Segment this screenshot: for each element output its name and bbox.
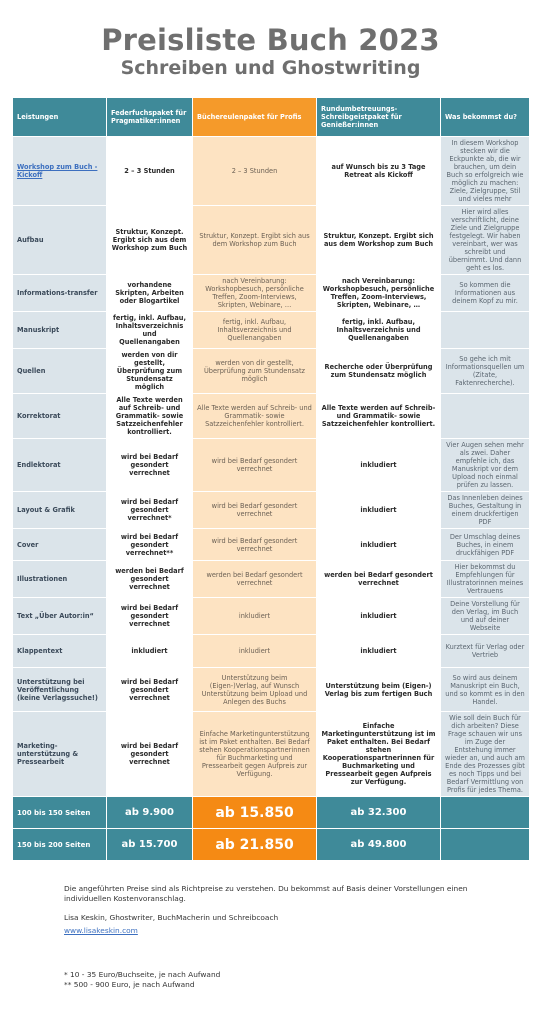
price-package-1: ab 9.900 [107, 797, 193, 829]
package-1-cell: Struktur, Konzept. Ergibt sich aus dem Workshop zum Buch [107, 206, 193, 275]
footnote-1: * 10 - 35 Euro/Buchseite, je nach Aufwand [64, 970, 221, 979]
package-2-cell: Struktur, Konzept. Ergibt sich aus dem Workshop zum Buch [193, 206, 317, 275]
package-3-cell: Einfache Marketingunterstützung ist im Paket enthalten. Bei Bedarf stehen Kooperationspartnerinnen für Buchmarketing und Pressearbeit gegen Aufpreis zur Verfügung. [317, 712, 441, 797]
table-row [13, 137, 530, 206]
description-cell: Hier bekommst du Empfehlungen für Illustratorinnen meines Vertrauens [441, 561, 530, 598]
description-cell: In diesem Workshop stecken wir die Eckpunkte ab, die wir brauchen, um dein Buch so erfolgreich wie möglich zu machen: Ziele, Zielgruppe, Stil und vieles mehr [441, 137, 530, 206]
package-3-cell: werden bei Bedarf gesondert verrechnet [317, 561, 441, 598]
price-empty [441, 797, 530, 829]
package-3-cell: auf Wunsch bis zu 3 Tage Retreat als Kickoff [317, 137, 441, 206]
service-label: Informations-transfer [13, 275, 107, 312]
table-row [13, 635, 530, 668]
description-cell: Wie soll dein Buch für dich arbeiten? Diese Frage schauen wir uns im Zuge der Entstehung immer wieder an, und auch am Ende des Prozesses gibt es noch Tipps und bei Bedarf Vermittlung von Profis für jedes Thema. [441, 712, 530, 797]
package-3-cell: inkludiert [317, 635, 441, 668]
header-package-3: Rundumbetreuungs-Schreibgeistpaket für Genießer:innen [317, 98, 441, 137]
table-row [13, 712, 530, 797]
description-cell: So wird aus deinem Manuskript ein Buch, und so kommt es in den Handel. [441, 668, 530, 712]
price-package-2: ab 21.850 [193, 829, 317, 861]
package-3-cell: Recherche oder Überprüfung zum Stundensatz möglich [317, 349, 441, 394]
package-3-cell: inkludiert [317, 439, 441, 492]
header-services: Leistungen [13, 98, 107, 137]
package-2-cell: wird bei Bedarf gesondert verrechnet [193, 529, 317, 561]
description-cell: Kurztext für Verlag oder Vertrieb [441, 635, 530, 668]
price-package-2: ab 15.850 [193, 797, 317, 829]
service-label: Korrektorat [13, 394, 107, 439]
footer-author: Lisa Keskin, Ghostwriter, BuchMacherin und Schreibcoach [64, 913, 279, 922]
package-1-cell: 2 – 3 Stunden [107, 137, 193, 206]
service-label: Unterstützung bei Veröffentlichung (keine Verlagssuche!) [13, 668, 107, 712]
website-link[interactable]: www.lisakeskin.com [64, 926, 138, 935]
table-row [13, 312, 530, 349]
service-label: Marketing-unterstützung & Pressearbeit [13, 712, 107, 797]
price-row [13, 797, 530, 829]
title-block [0, 0, 541, 80]
header-package-1: Federfuchspaket für Pragmatiker:innen [107, 98, 193, 137]
table-row [13, 598, 530, 635]
page-title: Preisliste Buch 2023 [101, 23, 440, 57]
package-3-cell: inkludiert [317, 598, 441, 635]
table-row [13, 668, 530, 712]
service-label: Illustrationen [13, 561, 107, 598]
package-1-cell: inkludiert [107, 635, 193, 668]
header-what-you-get: Was bekommst du? [441, 98, 530, 137]
price-table [12, 97, 530, 861]
package-1-cell: wird bei Bedarf gesondert verrechnet [107, 439, 193, 492]
package-1-cell: werden von dir gestellt, Überprüfung zum Stundensatz möglich [107, 349, 193, 394]
workshop-link[interactable]: Workshop zum Buch - Kickoff [17, 163, 98, 179]
package-3-cell: inkludiert [317, 529, 441, 561]
description-cell: So gehe ich mit Informationsquellen um (Zitate, Faktenrecherche). [441, 349, 530, 394]
package-2-cell: Einfache Marketingunterstützung ist im Paket enthalten. Bei Bedarf stehen Kooperationspartnerinnen für Buchmarketing und Pressearbeit gegen Aufpreis zur Verfügung. [193, 712, 317, 797]
description-cell: Hier wird alles verschriftlicht, deine Ziele und Zielgruppe festgelegt. Wir haben vereinbart, wer was schreibt und übernimmt. Und dann geht es los. [441, 206, 530, 275]
service-label: Cover [13, 529, 107, 561]
service-label: Quellen [13, 349, 107, 394]
page-subtitle: Schreiben und Ghostwriting [120, 57, 421, 79]
package-1-cell: Alle Texte werden auf Schreib- und Grammatik- sowie Satzzeichenfehler kontrolliert. [107, 394, 193, 439]
package-1-cell: wird bei Bedarf gesondert verrechnet [107, 668, 193, 712]
description-cell [441, 394, 530, 439]
table-row [13, 439, 530, 492]
service-label: Layout & Grafik [13, 492, 107, 529]
package-2-cell: 2 – 3 Stunden [193, 137, 317, 206]
package-2-cell: Alle Texte werden auf Schreib- und Grammatik- sowie Satzzeichenfehler kontrolliert. [193, 394, 317, 439]
table-row [13, 275, 530, 312]
package-1-cell: werden bei Bedarf gesondert verrechnet [107, 561, 193, 598]
service-label [13, 137, 107, 206]
package-1-cell: vorhandene Skripten, Arbeiten oder Blogartikel [107, 275, 193, 312]
description-cell: So kommen die Informationen aus deinem Kopf zu mir. [441, 275, 530, 312]
package-2-cell: nach Vereinbarung: Workshopbesuch, persönliche Treffen, Zoom-Interviews, Skripten, Webinare, … [193, 275, 317, 312]
package-2-cell: wird bei Bedarf gesondert verrechnet [193, 439, 317, 492]
package-1-cell: wird bei Bedarf gesondert verrechnet [107, 712, 193, 797]
price-package-1: ab 15.700 [107, 829, 193, 861]
price-empty [441, 829, 530, 861]
description-cell: Das Innenleben deines Buches, Gestaltung in einem druckfertigen PDF [441, 492, 530, 529]
description-cell: Vier Augen sehen mehr als zwei. Daher empfehle ich, das Manuskript vor dem Upload noch einmal prüfen zu lassen. [441, 439, 530, 492]
package-1-cell: wird bei Bedarf gesondert verrechnet* [107, 492, 193, 529]
package-2-cell: werden bei Bedarf gesondert verrechnet [193, 561, 317, 598]
price-row [13, 829, 530, 861]
package-2-cell: inkludiert [193, 635, 317, 668]
description-cell: Deine Vorstellung für den Verlag, im Buch und auf deiner Webseite [441, 598, 530, 635]
package-3-cell: Struktur, Konzept. Ergibt sich aus dem Workshop zum Buch [317, 206, 441, 275]
package-2-cell: fertig, inkl. Aufbau, Inhaltsverzeichnis und Quellenangaben [193, 312, 317, 349]
service-label: Endlektorat [13, 439, 107, 492]
package-3-cell: fertig, inkl. Aufbau, Inhaltsverzeichnis und Quellenangaben [317, 312, 441, 349]
description-cell: Der Umschlag deines Buches, in einem druckfähigen PDF [441, 529, 530, 561]
price-package-3: ab 49.800 [317, 829, 441, 861]
footnote-2: ** 500 - 900 Euro, je nach Aufwand [64, 980, 195, 989]
package-1-cell: fertig, inkl. Aufbau, Inhaltsverzeichnis und Quellenangaben [107, 312, 193, 349]
package-3-cell: nach Vereinbarung: Workshopbesuch, persönliche Treffen, Zoom-Interviews, Skripten, Webinare, … [317, 275, 441, 312]
package-2-cell: inkludiert [193, 598, 317, 635]
table-row [13, 206, 530, 275]
price-package-3: ab 32.300 [317, 797, 441, 829]
price-label: 150 bis 200 Seiten [13, 829, 107, 861]
package-1-cell: wird bei Bedarf gesondert verrechnet** [107, 529, 193, 561]
table-row [13, 561, 530, 598]
price-label: 100 bis 150 Seiten [13, 797, 107, 829]
package-2-cell: Unterstützung beim (Eigen-)Verlag, auf Wunsch Unterstützung beim Upload und Anlegen des Buchs [193, 668, 317, 712]
table-row [13, 529, 530, 561]
package-2-cell: werden von dir gestellt, Überprüfung zum Stundensatz möglich [193, 349, 317, 394]
header-row [13, 98, 530, 137]
package-1-cell: wird bei Bedarf gesondert verrechnet [107, 598, 193, 635]
table-row [13, 394, 530, 439]
footer-note: Die angeführten Preise sind als Richtpreise zu verstehen. Du bekommst auf Basis deiner Vorstellungen einen individuellen Kostenvoranschlag. [64, 884, 468, 903]
package-3-cell: Unterstützung beim (Eigen-) Verlag bis zum fertigen Buch [317, 668, 441, 712]
service-label: Klappentext [13, 635, 107, 668]
package-3-cell: inkludiert [317, 492, 441, 529]
package-2-cell: wird bei Bedarf gesondert verrechnet [193, 492, 317, 529]
service-label: Text „Über Autor:in“ [13, 598, 107, 635]
package-3-cell: Alle Texte werden auf Schreib- und Grammatik- sowie Satzzeichenfehler kontrolliert. [317, 394, 441, 439]
service-label: Manuskript [13, 312, 107, 349]
table-row [13, 349, 530, 394]
header-package-2: Büchereulenpaket für Profis [193, 98, 317, 137]
table-row [13, 492, 530, 529]
service-label: Aufbau [13, 206, 107, 275]
description-cell [441, 312, 530, 349]
